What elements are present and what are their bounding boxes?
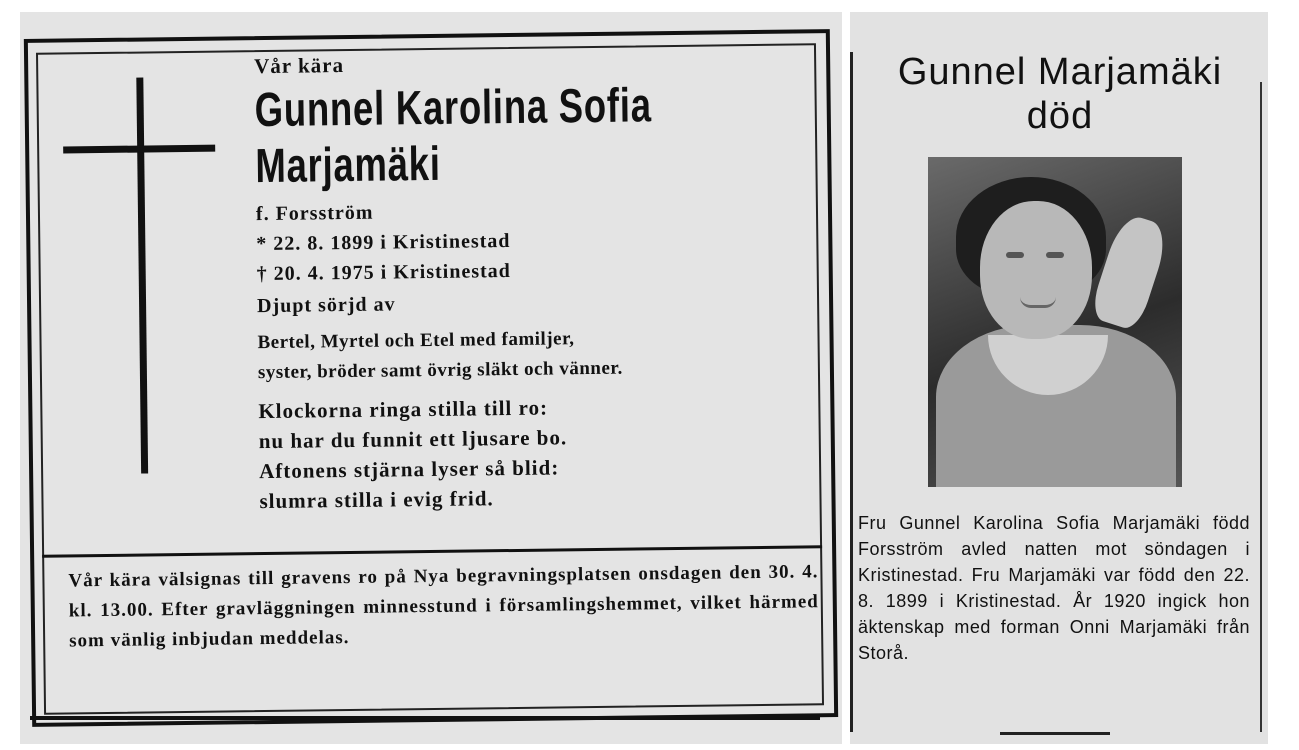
article-end-rule	[1000, 732, 1110, 735]
family-line: Bertel, Myrtel och Etel med familjer,	[257, 328, 575, 354]
obituary-notice	[20, 12, 842, 744]
mourned-by-label: Djupt sörjd av	[256, 293, 396, 318]
photo-face	[980, 201, 1092, 339]
column-rule-left	[850, 52, 853, 732]
deceased-name-line2: Marjamäki	[255, 137, 442, 194]
notice-intro: Vår kära	[254, 53, 345, 79]
page-bottom-rule	[30, 716, 820, 720]
photo-eye	[1046, 252, 1064, 258]
family-list	[257, 321, 818, 388]
life-dates	[256, 192, 817, 289]
portrait-photo	[928, 157, 1182, 487]
news-article-body: Fru Gunnel Karolina Sofia Marjamäki född Forsström avled natten mot söndagen i Kristinestad. Fru Marjamäki var född den 22. 8. 1899 i Kristinestad. År 1920 ingick hon äktenskap med forman Onni Marjamäki från Storå.	[858, 513, 1250, 663]
notice-text-block	[254, 47, 820, 516]
verse-line: slumra stilla i evig frid.	[259, 486, 494, 514]
memorial-verse	[258, 389, 819, 516]
verse-line: Aftonens stjärna lyser så blid:	[258, 455, 560, 484]
photo-eye	[1006, 252, 1024, 258]
verse-line: nu har du funnit ett ljusare bo.	[258, 425, 568, 454]
maiden-name: f. Forsström	[255, 201, 374, 226]
headline-line1: Gunnel Marjamäki	[897, 51, 1223, 93]
obituary-notice-content	[20, 12, 842, 744]
deceased-name-line1: Gunnel Karolina Sofia	[254, 79, 653, 138]
birth-date: * 22. 8. 1899 i Kristinestad	[256, 230, 511, 256]
headline-line2: död	[1026, 95, 1094, 137]
funeral-announcement: Vår kära välsignas till gravens ro på Nya begravningsplatsen onsdagen den 30. 4. kl. 13.00. Efter gravläggningen minnesstund i församlingshemmet, vilket härmed som vänlig inbjudan meddelas.	[68, 561, 819, 652]
deceased-name	[254, 76, 815, 199]
photo-mouth	[1020, 297, 1056, 308]
news-headline	[850, 50, 1268, 138]
column-rule-right	[1260, 82, 1262, 732]
verse-line: Klockorna ringa stilla till ro:	[258, 395, 549, 424]
death-date: † 20. 4. 1975 i Kristinestad	[256, 260, 511, 286]
news-column	[850, 12, 1268, 744]
family-line: syster, bröder samt övrig släkt och vänner.	[257, 357, 623, 384]
